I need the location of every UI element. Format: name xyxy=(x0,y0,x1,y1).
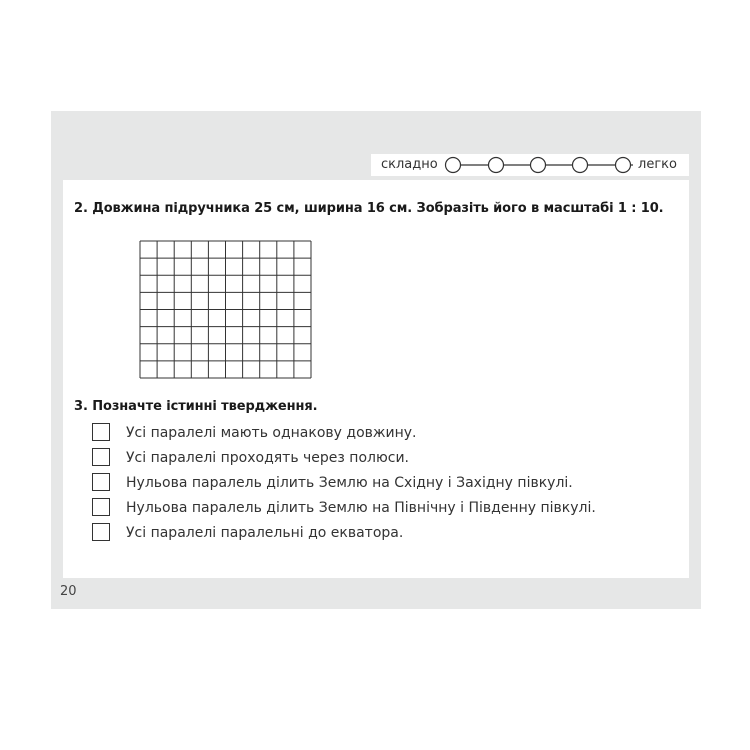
statement-text: Усі паралелі мають однакову довжину. xyxy=(126,425,417,441)
difficulty-circle-3[interactable] xyxy=(531,158,546,173)
task-3-heading: 3. Позначте істинні твердження. xyxy=(74,399,318,414)
difficulty-circle-5[interactable] xyxy=(616,158,631,173)
statement-text: Усі паралелі проходять через полюси. xyxy=(126,450,410,466)
page-number: 20 xyxy=(60,584,77,599)
statement-text: Нульова паралель ділить Землю на Північну і Південну півкулі. xyxy=(126,500,596,516)
difficulty-circle-4[interactable] xyxy=(573,158,588,173)
statement-checkbox[interactable] xyxy=(92,423,110,441)
statement-item xyxy=(92,473,652,498)
statement-item xyxy=(92,523,652,548)
difficulty-circles xyxy=(441,154,641,176)
drawing-grid[interactable] xyxy=(139,240,313,384)
statement-item xyxy=(92,498,652,523)
difficulty-easy-label: легко xyxy=(638,157,677,172)
statement-text: Усі паралелі паралельні до екватора. xyxy=(126,525,404,541)
difficulty-hard-label: складно xyxy=(381,157,438,172)
statement-checkbox[interactable] xyxy=(92,498,110,516)
statement-text: Нульова паралель ділить Землю на Східну і Західну півкулі. xyxy=(126,475,573,491)
task-2-heading: 2. Довжина підручника 25 см, ширина 16 см. Зобразіть його в масштабі 1 : 10. xyxy=(74,201,664,216)
statement-checkbox[interactable] xyxy=(92,523,110,541)
difficulty-circle-1[interactable] xyxy=(446,158,461,173)
statement-checkbox[interactable] xyxy=(92,448,110,466)
statement-checkbox[interactable] xyxy=(92,473,110,491)
statement-list xyxy=(92,423,652,548)
grid-lines xyxy=(139,240,313,380)
difficulty-scale xyxy=(371,154,689,176)
statement-item xyxy=(92,448,652,473)
statement-item xyxy=(92,423,652,448)
difficulty-circle-2[interactable] xyxy=(489,158,504,173)
